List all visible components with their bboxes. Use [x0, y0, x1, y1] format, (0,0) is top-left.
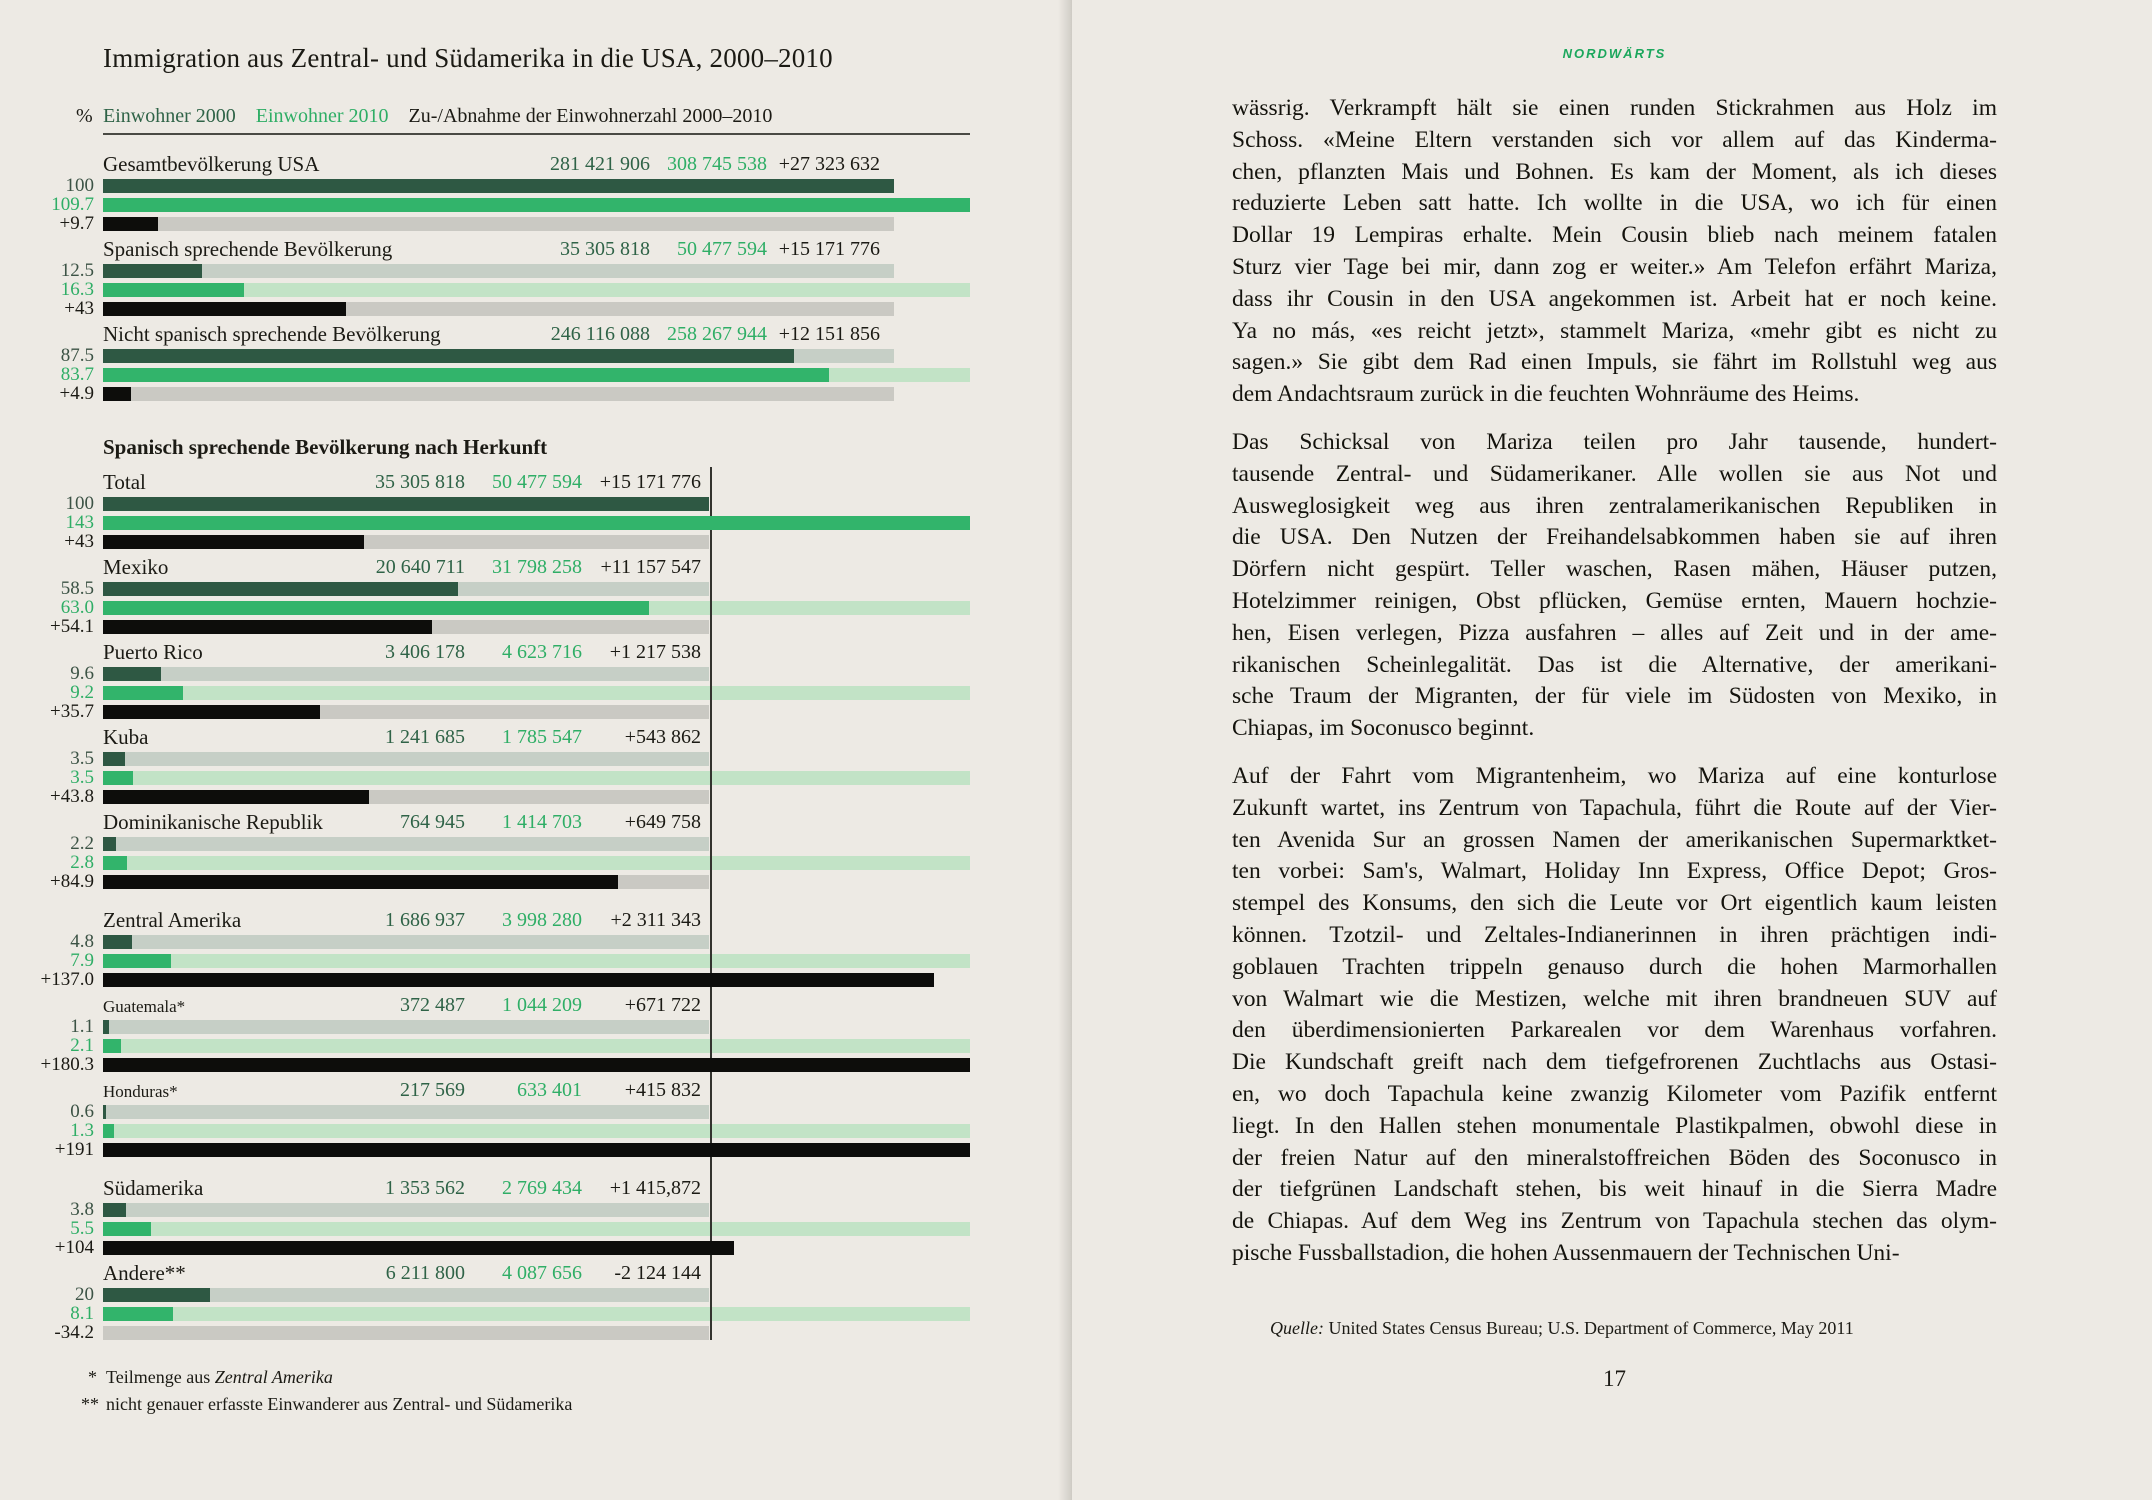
value-2000: 281 421 906: [550, 153, 650, 175]
chart-group: [51, 151, 970, 234]
value-2000: 6 211 800: [385, 1262, 465, 1284]
percent-label-change: +104: [54, 1237, 94, 1258]
value-2000: 20 640 711: [375, 556, 465, 578]
percent-label-change: +43: [64, 298, 94, 319]
text-line: stempel des Konsums, den sich die Leute vor Ort eigentlich kaum leisten: [1232, 890, 1997, 917]
hundred-percent-line: [710, 467, 712, 1340]
bar-2000: [103, 349, 794, 363]
percent-label-2000: 100: [65, 493, 94, 514]
bar-2000: [103, 497, 709, 511]
value-2010: 1 044 209: [502, 994, 582, 1016]
percent-label-2000: 58.5: [60, 578, 94, 599]
group-label: Gesamtbevölkerung USA: [103, 152, 320, 176]
text-line: pische Fussballstadion, die hohen Aussenmauern der Technischen Uni-: [1232, 1239, 1900, 1266]
group-label: Andere**: [103, 1261, 186, 1285]
bar-row-2000: [60, 260, 970, 281]
bar-row-2000: [65, 175, 970, 196]
bar-row-2010: [60, 364, 970, 385]
chart-title: Immigration aus Zentral- und Südamerika in die USA, 2000–2010: [103, 43, 833, 73]
bar-2000: [103, 935, 132, 949]
group-header: [103, 469, 970, 497]
bar-track-change: [103, 217, 894, 231]
bar-2000: [103, 582, 458, 596]
legend-einwohner-2000: Einwohner 2000: [103, 105, 236, 127]
group-label: Guatemala*: [103, 997, 186, 1016]
group-label: Puerto Rico: [103, 640, 203, 664]
group-header: [103, 992, 970, 1020]
source-label: Quelle:: [1270, 1317, 1324, 1338]
percent-label-2000: 1.1: [70, 1016, 94, 1037]
footnote-text: Teilmenge aus Zentral Amerika: [106, 1367, 333, 1387]
text-line: liegt. In den Hallen stehen monumentale Plastikpalmen, obwohl diese in: [1232, 1112, 1997, 1139]
source-citation: [1232, 1316, 1997, 1340]
bar-row-2010: [70, 1303, 970, 1324]
bar-row-2010: [70, 1035, 970, 1056]
text-line: Ausweglosigkeit weg aus ihren zentralamerikanischen Republiken in: [1232, 492, 1997, 519]
bar-2000: [103, 1020, 109, 1034]
bar-change: [103, 1058, 970, 1072]
text-line: Die Kundschaft greift nach dem tiefgefrorenen Zuchtlachs aus Ostasi-: [1232, 1049, 1997, 1076]
text-line: tausende Zentral- und Südamerikaner. Alle wollen sie aus Not und: [1232, 460, 1997, 487]
running-header: NORDWÄRTS: [1562, 46, 1667, 61]
percent-label-change: +84.9: [50, 871, 94, 892]
bar-track-2000: [103, 837, 709, 851]
value-2010: 50 477 594: [677, 238, 767, 260]
bar-track-change: [103, 1326, 709, 1340]
bar-track-2010: [103, 1307, 970, 1321]
chart-group: [64, 469, 970, 552]
bar-row-2000: [70, 1199, 970, 1220]
group-label: Total: [103, 470, 146, 494]
percent-label-change: +180.3: [40, 1054, 94, 1075]
percent-label-2010: 5.5: [70, 1218, 94, 1239]
group-label: Mexiko: [103, 555, 169, 579]
text-line: Sturz vier Tage bei mir, dann zog er weiter.» Am Telefon erfährt Mariza,: [1232, 253, 1997, 280]
chart-group: [50, 724, 970, 807]
bar-2010: [103, 856, 127, 870]
bar-2010: [103, 686, 183, 700]
footnote-2: [81, 1391, 970, 1418]
text-line: Ya no más, «es reicht jetzt», stammelt Mariza, «mehr gibt es nicht zu: [1232, 317, 1997, 344]
text-line: Das Schicksal von Mariza teilen pro Jahr tausende, hundert-: [1232, 428, 1997, 455]
bar-2000: [103, 179, 894, 193]
text-line: können. Tzotzil- und Zeltales-Indianerinnen in ihren prächtigen indi-: [1232, 921, 1997, 948]
chart-group: [50, 554, 970, 637]
footnote-1: [81, 1364, 970, 1391]
bar-track-2000: [103, 667, 709, 681]
value-change: +15 171 776: [599, 471, 701, 493]
value-change: +1 217 538: [609, 641, 701, 663]
percent-label-2010: 63.0: [60, 597, 94, 618]
percent-label-2010: 83.7: [60, 364, 94, 385]
bar-2000: [103, 667, 161, 681]
bar-2010: [103, 1222, 151, 1236]
percent-label-2000: 3.8: [70, 1199, 94, 1220]
value-2000: 1 686 937: [385, 909, 465, 931]
bar-2010: [103, 1039, 121, 1053]
percent-label-change: -34.2: [54, 1322, 94, 1343]
percent-label-2010: 2.8: [70, 852, 94, 873]
bar-change: [103, 973, 934, 987]
text-column: [1232, 46, 1997, 1392]
text-line: der freien Natur auf den mineralstoffreichen Böden des Soconusco in: [1232, 1144, 1997, 1171]
text-line: Hotelzimmer reinigen, Obst pflücken, Gemüse ernten, Mauern hochzie-: [1232, 587, 1997, 614]
percent-label-2000: 100: [65, 175, 94, 196]
bar-change: [103, 302, 346, 316]
percent-label-2000: 12.5: [60, 260, 94, 281]
percent-label-2010: 1.3: [70, 1120, 94, 1141]
percent-label-change: +35.7: [50, 701, 94, 722]
bar-track-2000: [103, 752, 709, 766]
chart-group: [54, 1175, 970, 1258]
value-change: +649 758: [624, 811, 701, 833]
bar-track-2000: [103, 1105, 709, 1119]
percent-label-change: +9.7: [59, 213, 94, 234]
group-label: Kuba: [103, 725, 149, 749]
paragraph-3: [1232, 761, 1997, 1270]
bar-change: [103, 875, 618, 889]
section-title-herkunft: Spanisch sprechende Bevölkerung nach Herkunft: [103, 435, 548, 459]
bar-row-change: [54, 1237, 970, 1258]
group-header: [103, 236, 970, 264]
text-line: Dollar 19 Lempiras erhalte. Mein Cousin blieb nach meinem fatalen: [1232, 222, 1997, 249]
bar-change: [103, 790, 369, 804]
bar-2000: [103, 752, 125, 766]
value-2010: 4 087 656: [502, 1262, 582, 1284]
percent-label-2010: 16.3: [60, 279, 94, 300]
percent-label-2000: 3.5: [70, 748, 94, 769]
group-label: Spanisch sprechende Bevölkerung: [103, 237, 393, 261]
value-2010: 50 477 594: [492, 471, 582, 493]
percent-label-2010: 9.2: [70, 682, 94, 703]
bar-2010: [103, 516, 970, 530]
value-2000: 372 487: [400, 994, 465, 1016]
footnote-marker: **: [81, 1394, 99, 1414]
bar-track-2000: [103, 1203, 709, 1217]
bar-track-2010: [103, 686, 970, 700]
bar-track-2000: [103, 1020, 709, 1034]
text-line: hen, Eisen verlegen, Pizza ausfahren – alles auf Zeit und in der ame-: [1232, 619, 1997, 646]
text-line: der tiefgrünen Landschaft stehen, bis weit hinauf in die Sierra Madre: [1232, 1176, 1997, 1203]
bar-row-2010: [60, 597, 970, 618]
chart-legend: [76, 104, 970, 128]
value-2000: 246 116 088: [550, 323, 650, 345]
chart-group: [59, 321, 970, 404]
text-line: goblauen Trachten trippeln genauso durch die hohen Marmorhallen: [1232, 953, 1997, 980]
bar-row-2000: [70, 1101, 970, 1122]
bar-2000: [103, 1203, 126, 1217]
text-line: sagen.» Sie gibt dem Rad einen Impuls, sie fährt im Rollstuhl weg aus: [1232, 349, 1997, 376]
percent-label-2000: 9.6: [70, 663, 94, 684]
percent-label-2010: 7.9: [70, 950, 94, 971]
bar-row-2000: [70, 748, 970, 769]
group-header: [103, 1077, 970, 1105]
value-2010: 3 998 280: [502, 909, 582, 931]
bar-row-change: [50, 616, 970, 637]
page-left: [0, 0, 1072, 1500]
bar-change: [103, 1143, 970, 1157]
text-line: wässrig. Verkrampft hält sie einen runden Stickrahmen aus Holz im: [1232, 95, 1997, 121]
percent-label-2010: 109.7: [51, 194, 94, 215]
percent-label-change: +137.0: [40, 969, 94, 990]
value-change: +671 722: [624, 994, 701, 1016]
bar-2010: [103, 601, 649, 615]
value-change: -2 124 144: [614, 1262, 701, 1284]
bar-row-change: [64, 298, 970, 319]
text-line: chen, pflanzten Mais und Bohnen. Es kam der Moment, als ich dieses: [1232, 158, 1997, 185]
page-right: [1072, 0, 2152, 1500]
text-line: den überdimensionierten Parkarealen vor dem Warenhaus vorfahren.: [1232, 1017, 1997, 1044]
bar-2000: [103, 837, 116, 851]
text-line: en, wo doch Tapachula keine zwanzig Kilometer vom Pazifik entfernt: [1232, 1080, 1997, 1107]
bar-change: [103, 620, 432, 634]
group-header: [103, 1175, 970, 1203]
footnote-text: nicht genauer erfasste Einwanderer aus Zentral- und Südamerika: [106, 1394, 573, 1414]
percent-label-2010: 8.1: [70, 1303, 94, 1324]
bar-row-2010: [70, 767, 970, 788]
chart-section-population: [51, 151, 970, 404]
percent-label-2000: 87.5: [60, 345, 94, 366]
percent-label-2000: 2.2: [70, 833, 94, 854]
bar-row-change: [40, 969, 970, 990]
percent-label-change: +54.1: [50, 616, 94, 637]
value-change: +415 832: [624, 1079, 701, 1101]
bar-row-2010: [70, 682, 970, 703]
text-line: reduzierte Leben satt hatte. Ich wollte in die USA, wo ich für einen: [1232, 190, 1997, 217]
chart-group: [40, 992, 970, 1075]
paragraph-1: [1232, 93, 1997, 411]
value-2010: 308 745 538: [667, 153, 767, 175]
text-line: Zukunft wartet, ins Zentrum von Tapachula, führt die Route auf der Vier-: [1232, 794, 1997, 821]
chart-group: [50, 809, 970, 892]
value-change: +27 323 632: [778, 153, 880, 175]
bar-row-2000: [60, 578, 970, 599]
value-2000: 764 945: [400, 811, 465, 833]
value-change: +543 862: [624, 726, 701, 748]
bar-row-2000: [70, 833, 970, 854]
bar-track-change: [103, 387, 894, 401]
footnotes: [81, 1364, 970, 1418]
value-2000: 35 305 818: [560, 238, 650, 260]
bar-track-2010: [103, 771, 970, 785]
footnote-marker: *: [88, 1367, 97, 1387]
bar-row-change: [50, 701, 970, 722]
percent-label-change: +43: [64, 531, 94, 552]
value-2010: 1 414 703: [502, 811, 582, 833]
text-line: sche Traum der Migranten, der für viele im Südosten von Mexiko, in: [1232, 683, 1997, 710]
bar-row-change: [50, 871, 970, 892]
percent-label-2000: 4.8: [70, 931, 94, 952]
percent-axis-label: %: [76, 105, 93, 127]
text-line: dem Andachtsraum zurück in die feuchten Wohnräume des Heims.: [1232, 381, 1860, 408]
text-line: Chiapas, im Soconusco beginnt.: [1232, 715, 1535, 742]
value-2010: 2 769 434: [502, 1177, 582, 1199]
bar-2010: [103, 283, 244, 297]
bar-row-change: [64, 531, 970, 552]
percent-label-2000: 20: [75, 1284, 94, 1305]
bar-change: [103, 535, 364, 549]
bar-track-2010: [103, 856, 970, 870]
bar-row-2010: [65, 512, 970, 533]
bar-2010: [103, 771, 133, 785]
value-2000: 35 305 818: [375, 471, 465, 493]
percent-label-2010: 3.5: [70, 767, 94, 788]
bar-row-change: [54, 1139, 970, 1160]
value-2000: 1 241 685: [385, 726, 465, 748]
text-line: ten vorbei: Sam's, Walmart, Holiday Inn Express, Office Depot; Gros-: [1232, 858, 1997, 885]
bar-row-change: [59, 383, 970, 404]
group-label: Zentral Amerika: [103, 908, 242, 932]
bar-change: [103, 217, 158, 231]
value-2000: 1 353 562: [385, 1177, 465, 1199]
group-header: [103, 1260, 970, 1288]
value-change: +2 311 343: [610, 909, 701, 931]
bar-2010: [103, 198, 970, 212]
bar-row-2010: [70, 1120, 970, 1141]
legend-rule: [103, 133, 970, 135]
percent-label-change: +43.8: [50, 786, 94, 807]
text-line: Schoss. «Meine Eltern verstanden sich vor allem auf das Kinderma-: [1232, 126, 1997, 153]
value-2010: 258 267 944: [667, 323, 767, 345]
bar-track-2010: [103, 1124, 970, 1138]
group-header: [103, 151, 970, 179]
text-line: dass ihr Cousin in den USA angekommen ist. Arbeit hat er noch keine.: [1232, 285, 1997, 312]
bar-row-2000: [70, 931, 970, 952]
group-header: [103, 554, 970, 582]
chart-group: [50, 639, 970, 722]
bar-change: [103, 705, 320, 719]
bar-track-2000: [103, 264, 894, 278]
chart-section-herkunft: [40, 469, 970, 1343]
bar-2000: [103, 264, 202, 278]
chart-group: [54, 1260, 970, 1343]
bar-row-2000: [70, 1016, 970, 1037]
bar-row-2000: [75, 1284, 970, 1305]
text-line: ten Avenida Sur an grossen Namen der amerikanischen Supermarktket-: [1232, 826, 1997, 853]
bar-row-change: [54, 1322, 970, 1343]
value-change: +1 415,872: [609, 1177, 701, 1199]
bar-2000: [103, 1105, 106, 1119]
text-line: Auf der Fahrt vom Migrantenheim, wo Mariza auf eine konturlose: [1232, 762, 1997, 789]
percent-label-change: +191: [54, 1139, 94, 1160]
bar-row-2000: [60, 345, 970, 366]
value-2010: 1 785 547: [502, 726, 582, 748]
percent-label-2010: 2.1: [70, 1035, 94, 1056]
value-change: +11 157 547: [600, 556, 701, 578]
bar-2010: [103, 954, 171, 968]
bar-track-2010: [103, 1222, 970, 1236]
group-header: [103, 809, 970, 837]
percent-label-change: +4.9: [59, 383, 94, 404]
bar-row-2000: [70, 663, 970, 684]
group-header: [103, 321, 970, 349]
bar-row-change: [59, 213, 970, 234]
bar-track-2010: [103, 954, 970, 968]
page-number: 17: [1603, 1365, 1626, 1391]
bar-row-2010: [70, 852, 970, 873]
text-line: von Walmart wie die Mestizen, welche mit ihren brandneuen SUV auf: [1232, 985, 1997, 1012]
value-2010: 633 401: [517, 1079, 582, 1101]
bar-2010: [103, 1124, 114, 1138]
bar-row-change: [50, 786, 970, 807]
group-label: Dominikanische Republik: [103, 810, 323, 834]
bar-row-2010: [60, 279, 970, 300]
value-2010: 31 798 258: [492, 556, 582, 578]
bar-row-2010: [70, 950, 970, 971]
bar-row-2010: [51, 194, 970, 215]
paragraph-2: [1232, 427, 1997, 745]
value-2000: 217 569: [400, 1079, 465, 1101]
legend-change: Zu-/Abnahme der Einwohnerzahl 2000–2010: [408, 105, 773, 127]
chart-group: [60, 236, 970, 319]
text-line: die USA. Den Nutzen der Freihandelsabkommen haben sie auf ihren: [1232, 524, 1997, 551]
value-change: +15 171 776: [778, 238, 880, 260]
source-text: United States Census Bureau; U.S. Department of Commerce, May 2011: [1323, 1317, 1854, 1338]
chart-group: [54, 1077, 970, 1160]
value-2010: 4 623 716: [502, 641, 582, 663]
bar-track-2010: [103, 1039, 970, 1053]
bar-track-2000: [103, 935, 709, 949]
group-header: [103, 724, 970, 752]
group-header: [103, 639, 970, 667]
bar-2010: [103, 368, 829, 382]
percent-label-2010: 143: [65, 512, 94, 533]
group-header: [103, 907, 970, 935]
text-line: de Chiapas. Auf dem Weg ins Zentrum von Tapachula stechen das olym-: [1232, 1208, 1997, 1235]
group-label: Südamerika: [103, 1176, 204, 1200]
legend-einwohner-2010: Einwohner 2010: [255, 105, 389, 127]
value-change: +12 151 856: [778, 323, 880, 345]
bar-row-2000: [65, 493, 970, 514]
bar-change: [103, 387, 131, 401]
chart-group: [40, 907, 970, 990]
group-label: Nicht spanisch sprechende Bevölkerung: [103, 322, 441, 346]
bar-row-2010: [70, 1218, 970, 1239]
value-2000: 3 406 178: [385, 641, 465, 663]
bar-change: [103, 1241, 734, 1255]
group-label: Honduras*: [103, 1082, 178, 1101]
text-line: Dörfern nicht gespürt. Teller waschen, Rasen mähen, Häuser putzen,: [1232, 556, 1997, 583]
bar-2000: [103, 1288, 210, 1302]
bar-2010: [103, 1307, 173, 1321]
bar-row-change: [40, 1054, 970, 1075]
percent-label-2000: 0.6: [70, 1101, 94, 1122]
text-line: rikanischen Scheinlegalität. Das ist die Alternative, der amerikani-: [1232, 651, 1997, 678]
